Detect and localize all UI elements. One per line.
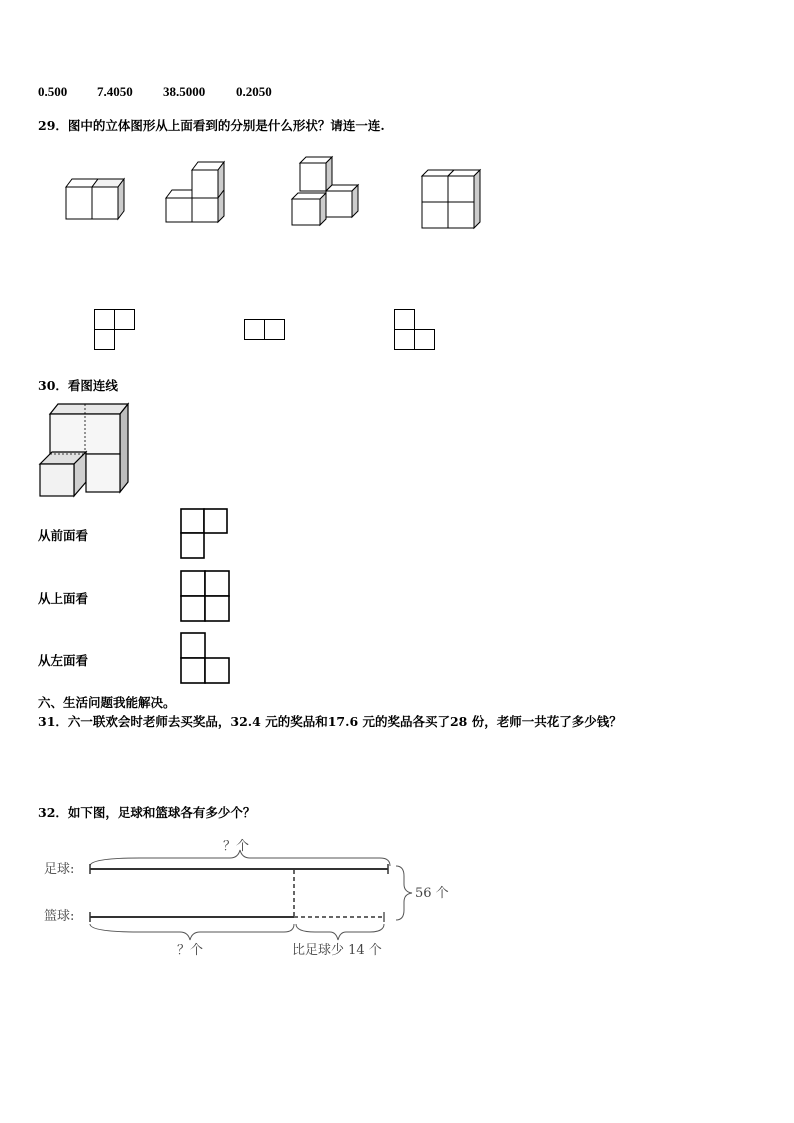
view-front-label: 从前面看	[38, 528, 89, 543]
question-29-text: 29．图中的立体图形从上面看到的分别是什么形状？请连一连.	[38, 118, 385, 133]
decimal-2: 7.4050	[97, 84, 133, 99]
basketball-unknown-label: ？个	[177, 943, 204, 958]
q32-line-diagram	[40, 836, 470, 961]
view-left-label: 从左面看	[38, 653, 89, 668]
question-30-text: 30．看图连线	[38, 378, 118, 393]
q30-view-front	[180, 508, 230, 560]
q29-view-l-shape-bottom-right	[394, 309, 438, 351]
section-6-title: 六、生活问题我能解决。	[38, 695, 176, 710]
football-label: 足球:	[44, 862, 75, 877]
q30-view-left	[180, 632, 232, 686]
difference-label: 比足球少 14 个	[292, 943, 382, 958]
q29-view-l-shape-right-top	[94, 309, 138, 351]
q29-solid-4	[418, 168, 488, 232]
q29-view-two-squares	[244, 319, 288, 341]
q29-solid-3	[288, 155, 368, 227]
decimal-4: 0.2050	[236, 84, 272, 99]
football-unknown-label: ？个	[223, 839, 250, 854]
q29-solid-1	[60, 175, 130, 225]
q30-solid	[38, 402, 132, 498]
question-32-text: 32．如下图，足球和篮球各有多少个？	[38, 805, 256, 820]
decimal-1: 0.500	[38, 84, 68, 99]
q29-solid-2	[160, 160, 230, 225]
view-top-label: 从上面看	[38, 591, 89, 606]
basketball-label: 篮球:	[44, 909, 75, 924]
q30-view-top	[180, 570, 232, 624]
decimal-3: 38.5000	[163, 84, 206, 99]
total-label: 56 个	[415, 886, 449, 901]
question-31-text: 31．六一联欢会时老师去买奖品，32.4 元的奖品和17.6 元的奖品各买了28 份，老师一共花了多少钱？	[38, 714, 622, 729]
